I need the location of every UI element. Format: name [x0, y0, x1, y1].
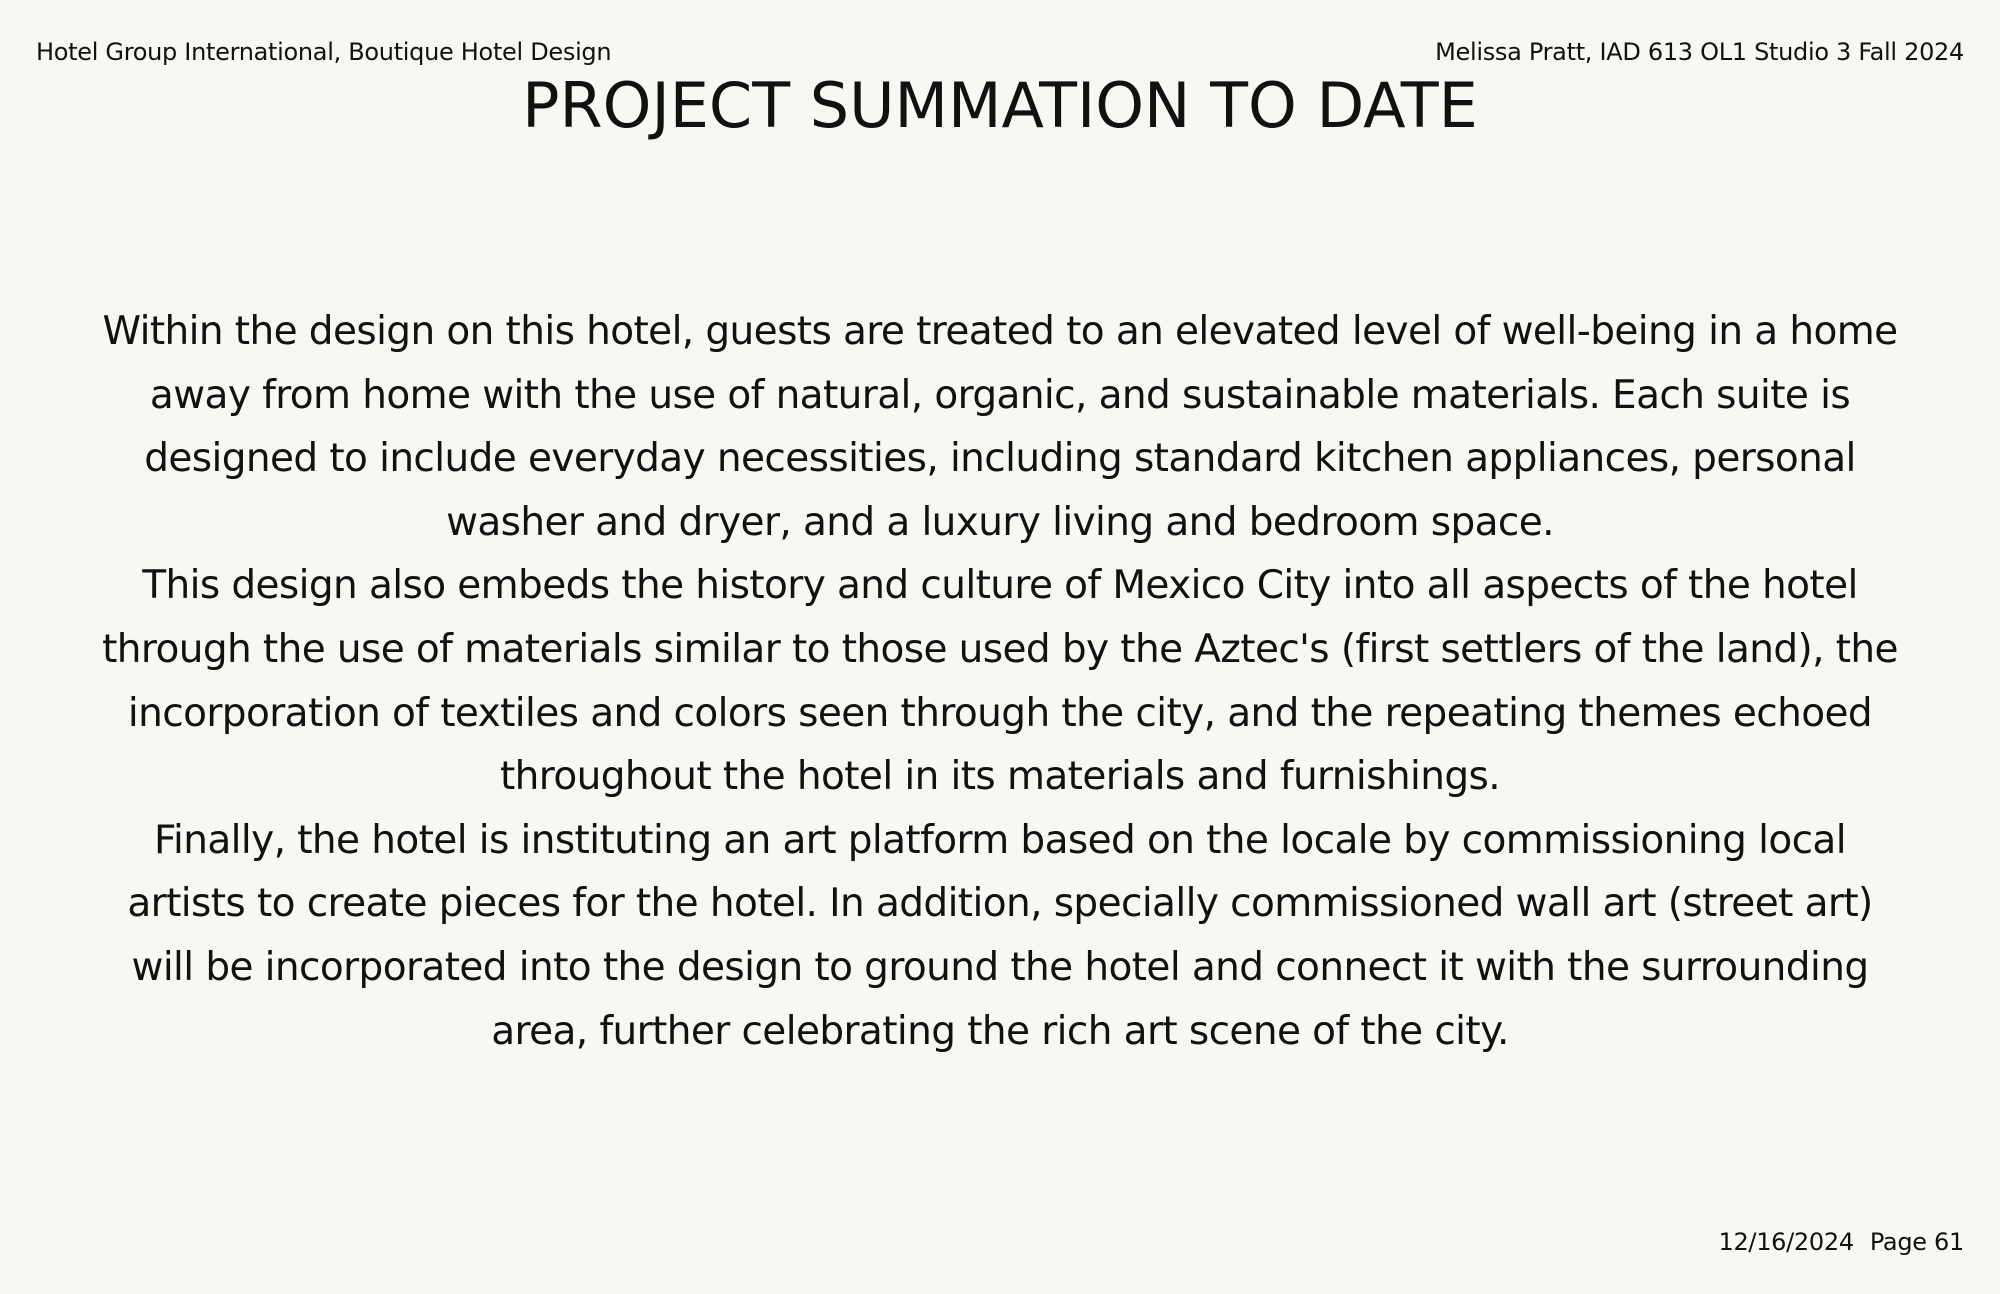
paragraph-history-culture: This design also embeds the history and culture of Mexico City into all aspects of the hotel through the use of materials similar to those used by the Aztec's (first settlers of the land), the incorporation of textiles and colors seen through the city, and the repeating themes echoed throughout the hotel in its materials and furnishings. — [102, 563, 1898, 800]
page-number: Page 61 — [1869, 1228, 1964, 1256]
header-project-name: Hotel Group International, Boutique Hotel Design — [36, 38, 612, 66]
footer-date: 12/16/2024 — [1718, 1228, 1854, 1256]
paragraph-art-platform: Finally, the hotel is instituting an art platform based on the locale by commissioning local artists to create pieces for the hotel. In addition, specially commissioned wall art (street art) will be incorporated into the design to ground the hotel and connect it with the surrounding area, further celebrating the rich art scene of the city. — [127, 817, 1873, 1054]
footer — [1718, 1228, 1964, 1256]
paragraph-wellbeing: Within the design on this hotel, guests are treated to an elevated level of well-being in a home away from home with the use of natural, organic, and sustainable materials. Each suite is designed to include everyday necessities, including standard kitchen appliances, personal washer and dryer, and a luxury living and bedroom space. — [102, 309, 1898, 545]
header-author-course: Melissa Pratt, IAD 613 OL1 Studio 3 Fall 2024 — [1435, 38, 1964, 66]
summation-body — [100, 300, 1900, 1063]
page-title: PROJECT SUMMATION TO DATE — [522, 69, 1478, 142]
